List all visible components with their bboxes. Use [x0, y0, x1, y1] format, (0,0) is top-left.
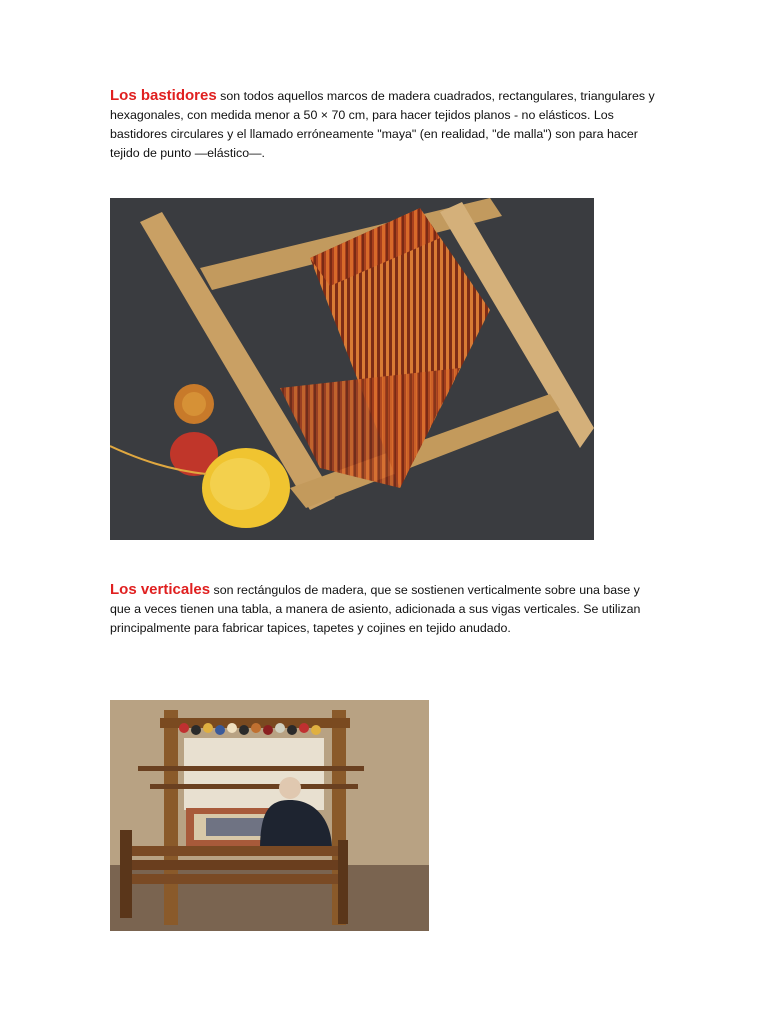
- highlight-verticales: Los verticales: [110, 581, 211, 598]
- vertical-loom-photo: [110, 700, 429, 931]
- paragraph-bastidores: [110, 86, 662, 163]
- frame-loom-photo: [110, 198, 594, 540]
- highlight-bastidores: Los bastidores: [110, 87, 217, 104]
- paragraph-verticales: [110, 580, 662, 638]
- text-verticales: son rectángulos de madera, que se sostienen verticalmente sobre una base y que a veces tienen una tabla, a manera de asiento, adicionada a sus vigas verticales. Se utilizan principalmente para fabricar tapices, tapetes y cojines en tejido anudado.: [110, 583, 641, 635]
- text-bastidores: son todos aquellos marcos de madera cuadrados, rectangulares, triangulares y hexagonales, con medida menor a 50 × 70 cm, para hacer tejidos planos - no elásticos. Los bastidores circulares y el llamado erróneamente "maya" (en realidad, "de malla") son para hacer tejido de punto —elástico—.: [110, 89, 655, 160]
